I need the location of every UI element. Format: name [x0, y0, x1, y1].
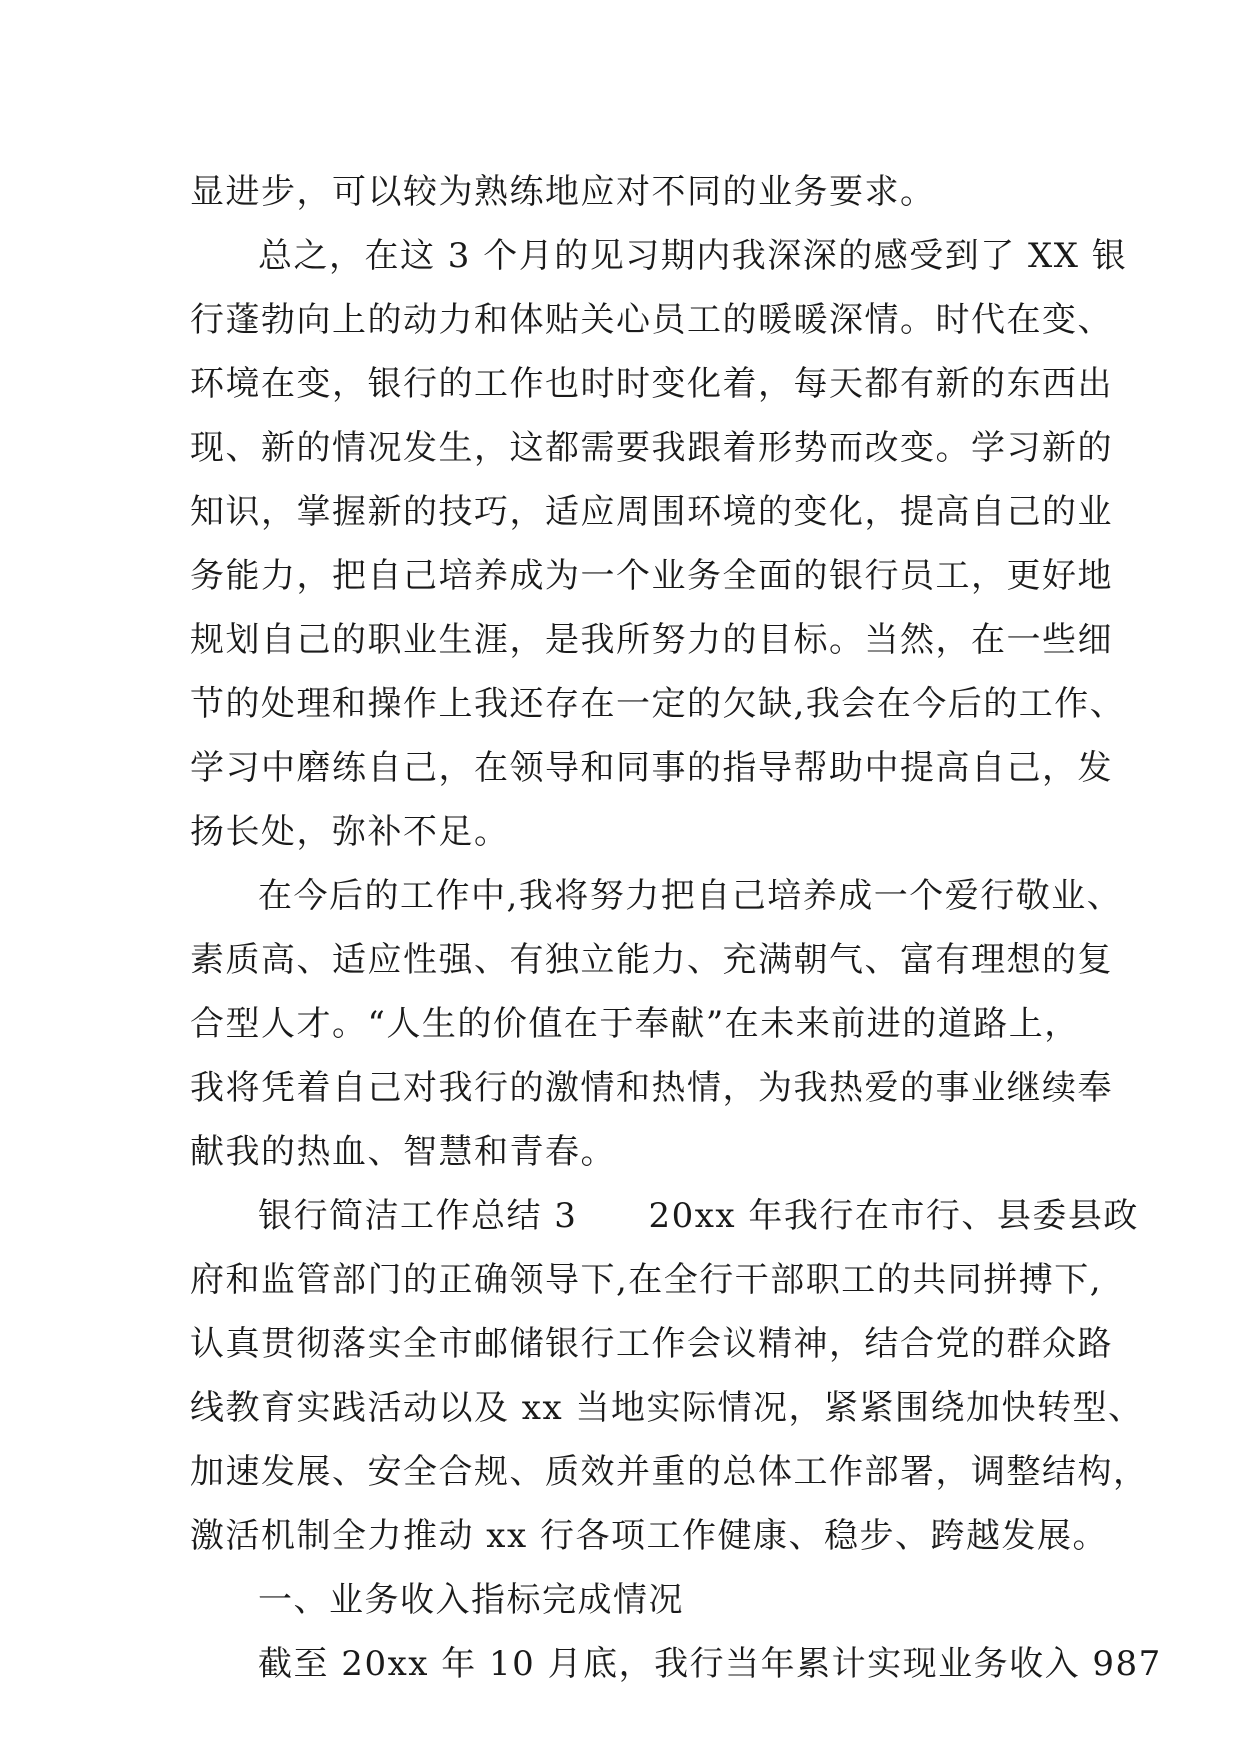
text-line: 务能力，把自己培养成为一个业务全面的银行员工，更好地 [190, 556, 1113, 596]
text-line: 激活机制全力推动 xx 行各项工作健康、稳步、跨越发展。 [190, 1516, 1108, 1556]
text-line: 线教育实践活动以及 xx 当地实际情况，紧紧围绕加快转型、 [190, 1388, 1144, 1428]
text-line: 素质高、适应性强、有独立能力、充满朝气、富有理想的复 [190, 940, 1113, 980]
text-line: 献我的热血、智慧和青春。 [190, 1132, 616, 1172]
text-line: 行蓬勃向上的动力和体贴关心员工的暖暖深情。时代在变、 [190, 300, 1113, 340]
document-body [190, 160, 1162, 1696]
text-line: 合型人才。“人生的价值在于奉献”在未来前进的道路上， [190, 1004, 1080, 1044]
section-heading: 一、业务收入指标完成情况 [258, 1580, 684, 1620]
text-line: 扬长处，弥补不足。 [190, 812, 510, 852]
text-line: 环境在变，银行的工作也时时变化着，每天都有新的东西出 [190, 364, 1113, 404]
text-line: 我将凭着自己对我行的激情和热情，为我热爱的事业继续奉 [190, 1068, 1113, 1108]
text-line: 规划自己的职业生涯，是我所努力的目标。当然，在一些细 [190, 620, 1113, 660]
text-line: 截至 20xx 年 10 月底，我行当年累计实现业务收入 987 [258, 1644, 1162, 1684]
text-line: 总之，在这 3 个月的见习期内我深深的感受到了 XX 银 [258, 236, 1128, 276]
text-line: 加速发展、安全合规、质效并重的总体工作部署，调整结构， [190, 1452, 1149, 1492]
text-line: 现、新的情况发生，这都需要我跟着形势而改变。学习新的 [190, 428, 1113, 468]
text-line: 银行简洁工作总结 3 20xx 年我行在市行、县委县政 [258, 1196, 1139, 1236]
text-line: 学习中磨练自己，在领导和同事的指导帮助中提高自己，发 [190, 748, 1113, 788]
text-line: 显进步，可以较为熟练地应对不同的业务要求。 [190, 172, 936, 212]
text-line: 知识，掌握新的技巧，适应周围环境的变化，提高自己的业 [190, 492, 1113, 532]
text-line: 节的处理和操作上我还存在一定的欠缺,我会在今后的工作、 [190, 684, 1126, 724]
text-line: 府和监管部门的正确领导下,在全行干部职工的共同拼搏下, [190, 1260, 1103, 1300]
text-line: 认真贯彻落实全市邮储银行工作会议精神，结合党的群众路 [190, 1324, 1113, 1364]
text-line: 在今后的工作中,我将努力把自己培养成一个爱行敬业、 [258, 876, 1123, 916]
